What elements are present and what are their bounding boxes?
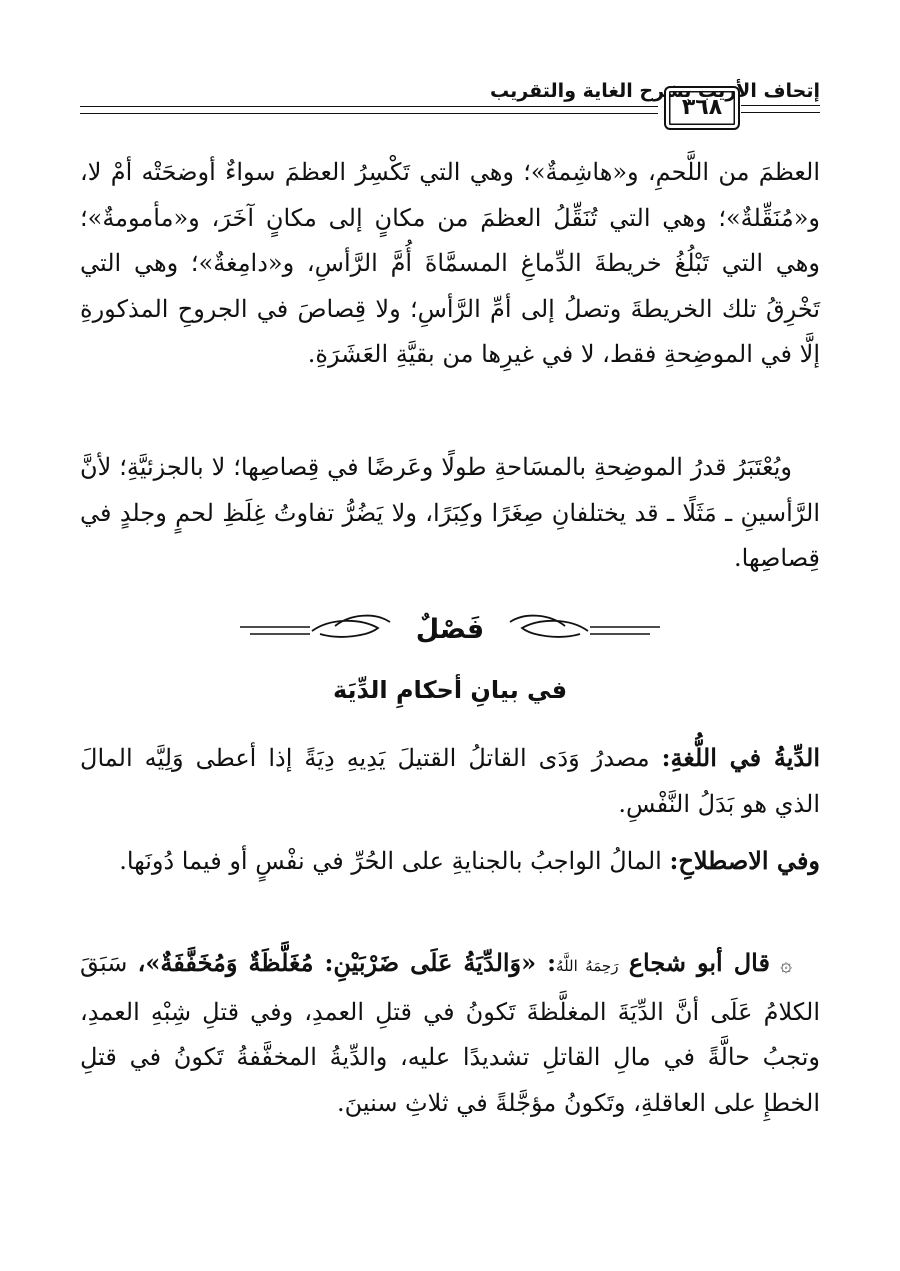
definition-technical xyxy=(80,838,820,885)
honorific: رَحِمَهُ اللَّهُ xyxy=(556,957,619,975)
fasl-ornament xyxy=(240,608,660,654)
term-label: الدِّيةُ في اللُّغةِ: xyxy=(661,743,820,772)
definition-language xyxy=(80,735,820,827)
header-rule-right xyxy=(741,97,820,125)
ornament-icon: ۞ xyxy=(780,952,792,976)
definition-text: المالُ الواجبُ بالجنايةِ على الحُرِّ في نفْسٍ أو فيما دُونَها. xyxy=(119,847,662,875)
paragraph-measurement xyxy=(80,445,820,582)
commentary-text: سَبَقَ الكلامُ عَلَى أنَّ الدِّيَةَ المغلَّظةَ تَكونُ في قتلِ العمدِ، وفي قتلِ شِبْهِ العمدِ، وتجبُ حالَّةً في مالِ القاتلِ تشديدًا عليه، والدِّيةُ المخفَّفةُ تَكونُ في قتلِ الخطإِ على العاقلةِ، وتَكونُ مؤجَّلةً في ثلاثِ سنينَ. xyxy=(80,949,820,1117)
page-number: ٣٦٨ xyxy=(664,86,740,130)
running-title: إتحاف الأريب بشرح الغاية والتقريب xyxy=(490,80,820,102)
quote-speaker: قال أبو شجاع xyxy=(628,948,770,977)
header-rule-bottom xyxy=(80,113,658,114)
quote-commentary xyxy=(80,940,820,1126)
term-label: وفي الاصطلاحِ: xyxy=(669,846,820,875)
definition-text: مصدرُ وَدَى القاتلُ القتيلَ يَدِيهِ دِيَةً إذا أعطى وَلِيَّه المالَ الذي هو بَدَلُ النَّفْسِ. xyxy=(80,744,820,818)
paragraph-text: ويُعْتَبَرُ قدرُ الموضِحةِ بالمسَاحةِ طولًا وعَرضًا في قِصاصِها؛ لا بالجزئيَّةِ؛ لأنَّ الرَّأسينِ ـ مَثَلًا ـ قد يختلفانِ صِغَرًا وكِبَرًا، ولا يَضُرُّ تفاوتُ غِلَظِ لحمٍ وجلدٍ في قِصاصِها. xyxy=(80,453,820,572)
section-heading: في بيانِ أحكامِ الدِّيَة xyxy=(332,676,568,704)
paragraph-injuries xyxy=(80,150,820,378)
quote-text: : «وَالدِّيَةُ عَلَى ضَرْبَيْنِ: مُغَلَّظَةٌ وَمُخَفَّفَةٌ»، xyxy=(137,948,557,977)
paragraph-text: العظمَ من اللَّحمِ، و«هاشِمةٌ»؛ وهي التي تَكْسِرُ العظمَ سواءٌ أوضحَتْه أمْ لا، و«مُنَقِّلةٌ»؛ وهي التي تُنَقِّلُ العظمَ من مكانٍ إلى مكانٍ آخَرَ، و«مأمومةٌ»؛ وهي التي تَبْلُغُ خريطةَ الدِّماغِ المسمَّاةَ أُمَّ الرَّأسِ، و«دامِغةٌ»؛ وهي التي تَخْرِقُ تلك الخريطةَ وتصلُ إلى أمِّ الرَّأسِ؛ ولا قِصاصَ في الجروحِ المذكورةِ إلَّا في الموضِحةِ فقط، لا في غيرِها من بقيَّةِ العَشَرَةِ. xyxy=(80,158,820,368)
header-rule-top xyxy=(80,106,658,107)
fasl-title: فَصْلٌ xyxy=(415,614,485,645)
